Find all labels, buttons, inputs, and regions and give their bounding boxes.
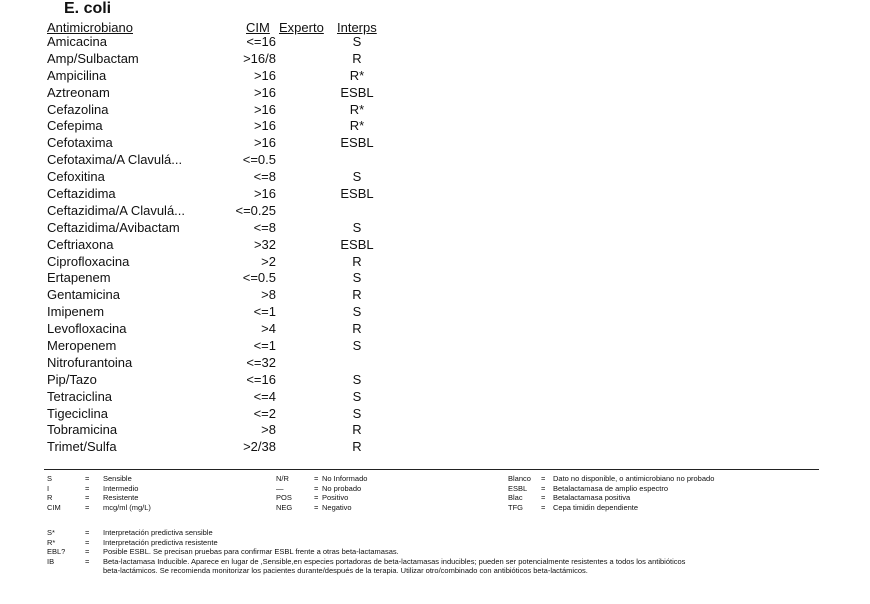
footnote-key: IB — [47, 556, 55, 566]
legend-key: NEG — [276, 502, 293, 512]
antimicrobial-name: Ampicilina — [47, 67, 107, 83]
footnote-text: Beta-lactamasa Inducible. Aparece en lugar de ,Sensible,en especies portadoras de beta-lactamasas inducibles; pueden ser potencialmente resistentes a todos los antibióticos — [103, 556, 686, 566]
legend-equals: = — [541, 493, 546, 503]
legend-value: Positivo — [322, 493, 349, 503]
cim-value: >16 — [253, 84, 276, 100]
table-row — [0, 439, 870, 456]
table-row — [0, 220, 870, 237]
table-row — [0, 186, 870, 203]
table-row — [0, 389, 870, 406]
interpretation: S — [352, 34, 362, 49]
cim-value: >8 — [261, 287, 276, 303]
legend-value: Betalactamasa de amplio espectro — [553, 483, 669, 493]
footnote-text: Interpretación predictiva sensible — [103, 528, 213, 537]
antimicrobial-name: Ceftazidima — [47, 186, 116, 202]
legend-key: CIM — [47, 502, 61, 512]
header-expert: Experto — [279, 20, 324, 35]
cim-value: >4 — [261, 321, 276, 337]
antimicrobial-name: Imipenem — [47, 304, 105, 320]
cim-value: <=0.5 — [242, 270, 276, 286]
footnote-equals: = — [85, 528, 90, 537]
antimicrobial-name: Cefotaxima — [47, 135, 113, 151]
legend-equals: = — [541, 474, 546, 483]
footnote-equals: = — [85, 537, 90, 547]
interpretation: S — [352, 338, 362, 354]
antimicrobial-name: Aztreonam — [47, 84, 110, 100]
legend-codes — [508, 474, 808, 514]
interpretation: S — [352, 388, 362, 404]
interpretation: R — [352, 422, 362, 438]
interpretation: R — [352, 287, 362, 303]
legend-interpretation — [47, 474, 247, 514]
table-row — [0, 68, 870, 85]
interpretation: S — [352, 405, 362, 421]
table-row — [0, 102, 870, 119]
legend-key: Blac — [508, 493, 523, 503]
antimicrobial-name: Tobramicina — [47, 422, 118, 438]
table-row — [0, 169, 870, 186]
legend-equals: = — [314, 502, 319, 512]
legend-value: mcg/ml (mg/L) — [103, 502, 151, 512]
table-row — [0, 203, 870, 220]
cim-value: <=0.25 — [235, 202, 276, 218]
header-interps: Interps — [337, 20, 377, 35]
cim-value: <=16 — [246, 371, 276, 387]
antimicrobial-name: Nitrofurantoina — [47, 354, 133, 370]
table-row — [0, 51, 870, 68]
legend-status — [276, 474, 476, 514]
cim-value: >2/38 — [243, 439, 276, 455]
legend-key: TFG — [508, 502, 523, 512]
footnote-key: EBL? — [47, 547, 66, 557]
header-antimicrobial: Antimicrobiano — [47, 20, 133, 35]
antimicrobial-name: Cefoxitina — [47, 169, 105, 185]
table-row — [0, 254, 870, 271]
interpretation: R — [352, 439, 362, 455]
legend-value: No probado — [322, 483, 362, 493]
interpretation: R — [352, 321, 362, 337]
cim-value: >16 — [253, 186, 276, 202]
legend-equals: = — [85, 493, 90, 503]
cim-value: <=1 — [253, 338, 276, 354]
table-row — [0, 287, 870, 304]
table-row — [0, 338, 870, 355]
antimicrobial-name: Ceftazidima/A Clavulá... — [47, 202, 186, 218]
antimicrobial-name: Meropenem — [47, 338, 117, 354]
interpretation: ESBL — [340, 186, 374, 202]
cim-value: <=2 — [253, 405, 276, 421]
legend-equals: = — [541, 502, 546, 512]
legend-value: Sensible — [103, 474, 132, 483]
antimicrobial-name: Ceftazidima/Avibactam — [47, 219, 180, 235]
interpretation: R — [352, 50, 362, 66]
antimicrobial-name: Levofloxacina — [47, 321, 127, 337]
legend-equals: = — [541, 483, 546, 493]
legend-equals: = — [314, 474, 319, 483]
footnote-key: R* — [47, 537, 56, 547]
footnote-equals: = — [85, 547, 90, 557]
legend-key: S — [47, 474, 53, 483]
legend-value: Cepa timidin dependiente — [553, 502, 639, 512]
legend-key: — — [276, 483, 284, 493]
legend-key: ESBL — [508, 483, 528, 493]
footnote-text: Posible ESBL. Se precisan pruebas para confirmar ESBL frente a otras beta-lactamasas. — [103, 547, 399, 557]
table-row — [0, 118, 870, 135]
footnote-key: S* — [47, 528, 55, 537]
antimicrobial-name: Cefepima — [47, 118, 103, 134]
interpretation: R — [352, 253, 362, 269]
legend-key: POS — [276, 493, 292, 503]
table-row — [0, 321, 870, 338]
cim-value: >16 — [253, 67, 276, 83]
table-row — [0, 34, 870, 51]
cim-value: <=32 — [246, 354, 276, 370]
legend-value: Intermedio — [103, 483, 139, 493]
legend-value: Resistente — [103, 493, 139, 503]
interpretation: ESBL — [340, 84, 374, 100]
legend-equals: = — [85, 483, 90, 493]
legend-key: I — [47, 483, 50, 493]
interpretation: R* — [349, 101, 365, 117]
table-row — [0, 135, 870, 152]
table-row — [0, 355, 870, 372]
legend-value: No Informado — [322, 474, 368, 483]
table-row — [0, 372, 870, 389]
interpretation: ESBL — [340, 236, 374, 252]
interpretation: S — [352, 169, 362, 185]
cim-value: >16 — [253, 101, 276, 117]
interpretation: S — [352, 304, 362, 320]
table-row — [0, 152, 870, 169]
antimicrobial-name: Amicacina — [47, 34, 107, 49]
antimicrobial-name: Ceftriaxona — [47, 236, 114, 252]
footnote-text: Interpretación predictiva resistente — [103, 537, 218, 547]
cim-value: <=8 — [253, 219, 276, 235]
legend-key: R — [47, 493, 53, 503]
antimicrobial-name: Cefotaxima/A Clavulá... — [47, 152, 183, 168]
antimicrobial-name: Ciprofloxacina — [47, 253, 130, 269]
legend-key: N/R — [276, 474, 289, 483]
interpretation: R* — [349, 118, 365, 134]
legend-equals: = — [85, 502, 90, 512]
table-row — [0, 85, 870, 102]
footnote-equals: = — [85, 556, 90, 566]
legend-equals: = — [314, 483, 319, 493]
antimicrobial-name: Amp/Sulbactam — [47, 50, 139, 66]
interpretation: R* — [349, 67, 365, 83]
interpretation: S — [352, 270, 362, 286]
legend-equals: = — [314, 493, 319, 503]
cim-value: <=8 — [253, 169, 276, 185]
cim-value: <=0.5 — [242, 152, 276, 168]
table-row — [0, 406, 870, 423]
antimicrobial-name: Tigeciclina — [47, 405, 108, 421]
cim-value: <=16 — [246, 34, 276, 49]
cim-value: >16 — [253, 118, 276, 134]
cim-value: >8 — [261, 422, 276, 438]
cim-value: >16/8 — [243, 50, 276, 66]
antimicrobial-name: Ertapenem — [47, 270, 111, 286]
interpretation: S — [352, 371, 362, 387]
legend-value: Negativo — [322, 502, 352, 512]
table-row — [0, 237, 870, 254]
organism-title: E. coli — [64, 0, 112, 17]
table-row — [0, 270, 870, 287]
cim-value: <=4 — [253, 388, 276, 404]
antimicrobial-name: Gentamicina — [47, 287, 120, 303]
cim-value: >2 — [261, 253, 276, 269]
cim-value: <=1 — [253, 304, 276, 320]
header-cim: CIM — [246, 20, 270, 35]
antimicrobial-name: Cefazolina — [47, 101, 109, 117]
divider — [44, 469, 819, 470]
cim-value: >32 — [253, 236, 276, 252]
cim-value: >16 — [253, 135, 276, 151]
antimicrobial-name: Tetraciclina — [47, 388, 113, 404]
legend-equals: = — [85, 474, 90, 483]
legend-key: Blanco — [508, 474, 531, 483]
table-row — [0, 304, 870, 321]
interpretation: ESBL — [340, 135, 374, 151]
interpretation: S — [352, 219, 362, 235]
antimicrobial-name: Pip/Tazo — [47, 371, 97, 387]
susceptibility-table — [0, 34, 870, 456]
legend-value: Dato no disponible, o antimicrobiano no probado — [553, 474, 715, 483]
footnote-text: beta-lactámicos. Se recomienda monitorizar los pacientes durante/después de la terapia. Utilizar otro/combinado con antibióticos beta-lactámicos. — [103, 566, 588, 576]
legend-value: Betalactamasa positiva — [553, 493, 631, 503]
table-row — [0, 422, 870, 439]
antimicrobial-name: Trimet/Sulfa — [47, 439, 117, 455]
